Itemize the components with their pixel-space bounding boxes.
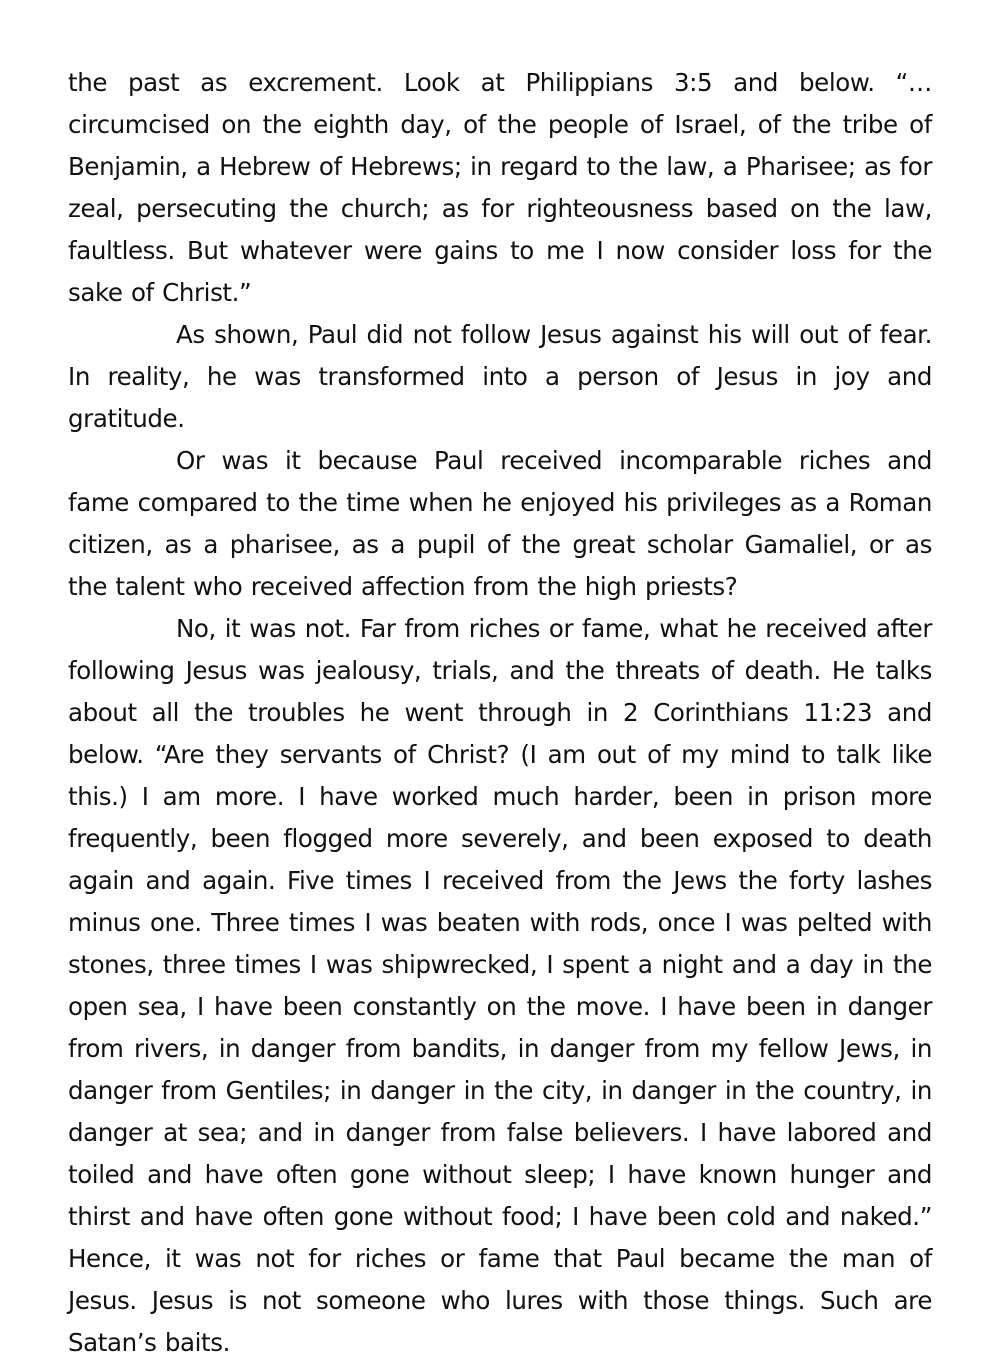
paragraph-corinthians-troubles: No, it was not. Far from riches or fame, what he received after following Jesus was jealousy, trials, and the threats of death. He talks about all the troubles he went through in 2 Corinthians 11:23 and below. “Are they servants of Christ? (I am out of my mind to talk like this.) I am more. I have worked much harder, been in prison more frequently, been flogged more severely, and been exposed to death again and again. Five times I received from the Jews the forty lashes minus one. Three times I was beaten with rods, once I was pelted with stones, three times I was shipwrecked, I spent a night and a day in the open sea, I have been constantly on the move. I have been in danger from rivers, in danger from bandits, in danger from my fellow Jews, in danger from Gentiles; in danger in the city, in danger in the country, in danger at sea; and in danger from false believers. I have labored and toiled and have often gone without sleep; I have known hunger and thirst and have often gone without food; I have been cold and naked.” Hence, it was not for riches or fame that Paul became the man of Jesus. Jesus is not someone who lures with those things. Such are Satan’s baits. [68, 614, 932, 1357]
paragraph-philippians-quote: the past as excrement. Look at Philippians 3:5 and below. “…circumcised on the eighth day, of the people of Israel, of the tribe of Benjamin, a Hebrew of Hebrews; in regard to the law, a Pharisee; as for zeal, persecuting the church; as for righteousness based on the law, faultless. But whatever were gains to me I now consider loss for the sake of Christ.” [68, 68, 932, 307]
paragraph-riches-and-fame-question: Or was it because Paul received incomparable riches and fame compared to the time when he enjoyed his privileges as a Roman citizen, as a pharisee, as a pupil of the great scholar Gamaliel, or as the talent who received affection from the high priests? [68, 446, 932, 601]
document-page [68, 62, 932, 1364]
paragraph-not-out-of-fear: As shown, Paul did not follow Jesus against his will out of fear. In reality, he was transformed into a person of Jesus in joy and gratitude. [68, 320, 932, 433]
